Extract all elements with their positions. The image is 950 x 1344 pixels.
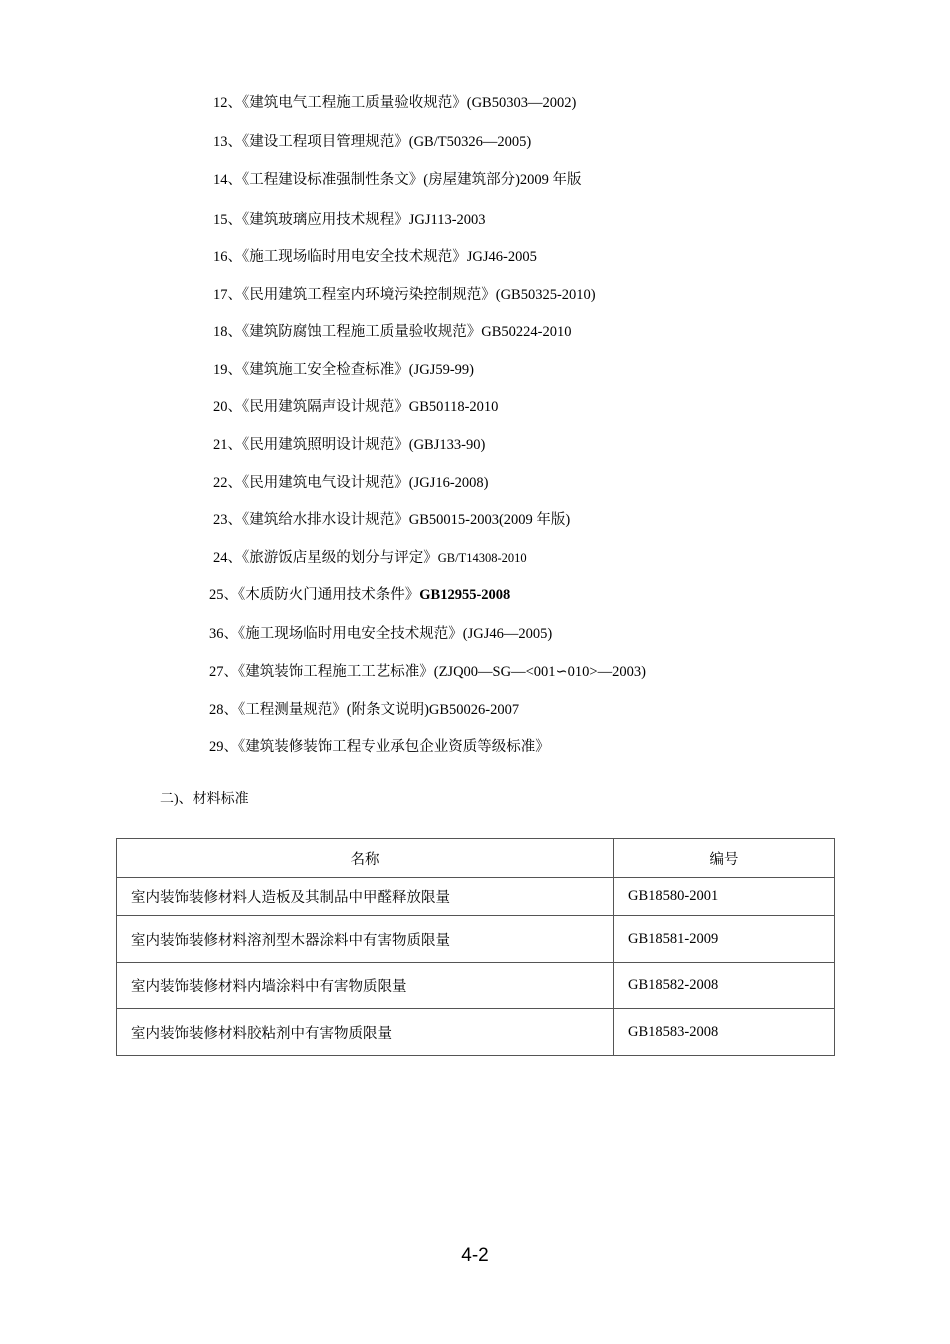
list-item: 36、《施工现场临时用电安全技术规范》(JGJ46—2005) (209, 626, 553, 642)
section-title: 二)、材料标准 (160, 792, 249, 807)
list-item: 20、《民用建筑隔声设计规范》GB50118-2010 (213, 399, 499, 415)
page-number: 4-2 (461, 1245, 489, 1266)
list-item: 28、《工程测量规范》(附条文说明)GB50026-2007 (209, 702, 520, 718)
list-item: 27、《建筑装饰工程施工工艺标准》(ZJQ00—SG—<001∽010>—2003) (209, 664, 646, 680)
materials-standards-table (116, 838, 835, 1056)
list-item: 14、《工程建设标准强制性条文》(房屋建筑部分)2009 年版 (213, 172, 582, 188)
cell-name: 室内装饰装修材料内墙涂料中有害物质限量 (117, 963, 614, 1009)
list-item: 18、《建筑防腐蚀工程施工质量验收规范》GB50224-2010 (213, 324, 572, 340)
list-item: 23、《建筑给水排水设计规范》GB50015-2003(2009 年版) (213, 512, 571, 528)
table-row (117, 963, 835, 1009)
list-item: 29、《建筑装修装饰工程专业承包企业资质等级标准》 (209, 739, 550, 755)
table-row (117, 878, 835, 916)
list-item: 17、《民用建筑工程室内环境污染控制规范》(GB50325-2010) (213, 287, 596, 303)
header-name: 名称 (117, 839, 614, 878)
list-item: 15、《建筑玻璃应用技术规程》JGJ113-2003 (213, 212, 486, 228)
cell-code: GB18583-2008 (614, 1009, 835, 1056)
list-item: 16、《施工现场临时用电安全技术规范》JGJ46-2005 (213, 249, 537, 265)
cell-name: 室内装饰装修材料人造板及其制品中甲醛释放限量 (117, 878, 614, 916)
list-item: 19、《建筑施工安全检查标准》(JGJ59-99) (213, 362, 474, 378)
cell-name: 室内装饰装修材料胶粘剂中有害物质限量 (117, 1009, 614, 1056)
cell-code: GB18581-2009 (614, 916, 835, 963)
table-row (117, 916, 835, 963)
list-item: 22、《民用建筑电气设计规范》(JGJ16-2008) (213, 475, 489, 491)
list-item: 25、《木质防火门通用技术条件》GB12955-2008 (209, 587, 511, 603)
cell-code: GB18580-2001 (614, 878, 835, 916)
cell-name: 室内装饰装修材料溶剂型木器涂料中有害物质限量 (117, 916, 614, 963)
cell-code: GB18582-2008 (614, 963, 835, 1009)
list-item: 12、《建筑电气工程施工质量验收规范》(GB50303—2002) (213, 95, 577, 111)
list-item: 21、《民用建筑照明设计规范》(GBJ133-90) (213, 437, 486, 453)
table-header-row (117, 839, 835, 878)
list-item: 13、《建设工程项目管理规范》(GB/T50326—2005) (213, 134, 532, 150)
list-item: 24、《旅游饭店星级的划分与评定》GB/T14308-2010 (213, 550, 527, 566)
header-code: 编号 (614, 839, 835, 878)
table-row (117, 1009, 835, 1056)
